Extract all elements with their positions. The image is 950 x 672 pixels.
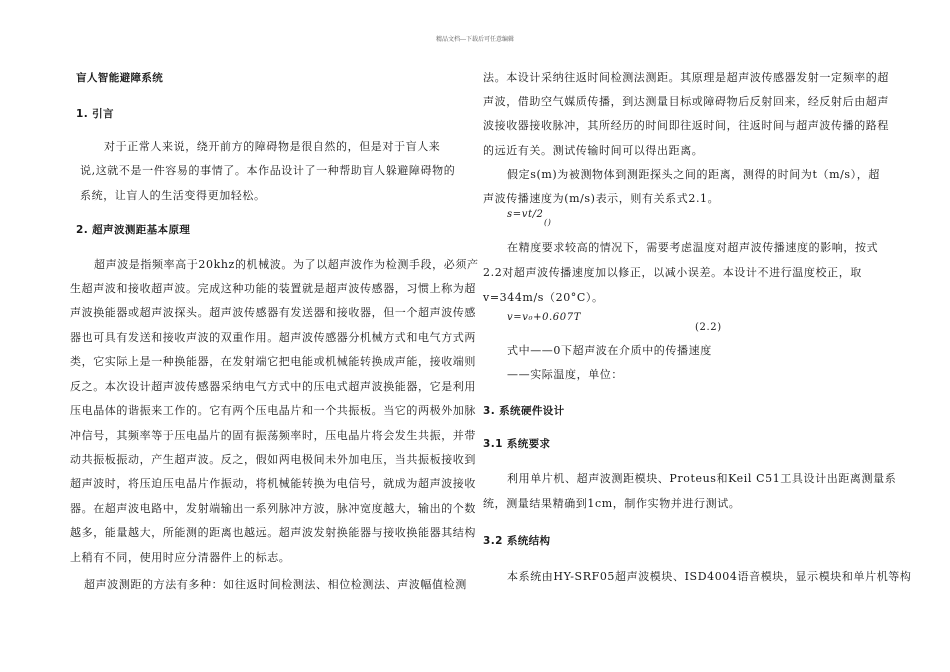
paragraph-line: 生超声波和接收超声波。完成这种功能的装置就是超声波传感器，习惯上称为超 [70,282,476,295]
equation-2-1: s=vt/2 [507,209,544,220]
subsection-heading-system-requirements: 3.1 系统要求 [483,438,551,450]
paragraph-line: 声波，借助空气媒质传播，到达测量目标或障碍物后反射回来，经反射后由超声 [483,95,889,108]
paragraph-line: 利用单片机、超声波测距模块、Proteus和Keil C51工具设计出距离测量系 [507,472,897,485]
page-header: 精品文档---下载后可任意编辑 [435,36,515,43]
paragraph-line: 在精度要求较高的情况下，需要考虑温度对超声波传播速度的影响，按式 [507,241,879,254]
paragraph-line: 反之。本次设计超声波传感器采纳电气方式中的压电式超声波换能器，它是利用 [70,380,476,393]
paragraph-line: 2.2对超声波传播速度加以修正，以减小误差。本设计不进行温度校正，取 [483,266,862,279]
paragraph-line: 本系统由HY-SRF05超声波模块、ISD4004语音模块，显示模块和单片机等构 [507,570,912,583]
equation-2-1-number: () [544,218,552,227]
paragraph-line: 波接收器接收脉冲，其所经历的时间即往返时间，往返时间与超声波传播的路程 [483,119,889,132]
paragraph-line: 假定s(m)为被测物体到测距探头之间的距离，测得的时间为t（m/s），超 [507,168,880,181]
section-heading-hardware-design: 3. 系统硬件设计 [483,405,565,417]
paragraph-line: 器也可具有发送和接收声波的双重作用。超声波传感器分机械方式和电气方式两 [70,331,476,344]
paragraph-line: 的远近有关。测试传输时间可以得出距离。 [483,144,704,157]
paragraph-line: 压电晶体的谐振来工作的。它有两个压电晶片和一个共振板。当它的两极外加脉 [70,404,476,417]
section-heading-ultrasonic-principle: 2. 超声波测距基本原理 [76,224,191,236]
paragraph-line: 声波换能器或超声波探头。超声波传感器有发送器和接收器，但一个超声波传感 [70,306,476,319]
document-title: 盲人智能避障系统 [76,72,164,84]
paragraph-line: 越多，能量越大，所能测的距离也越远。超声波发射换能器与接收换能器其结构 [70,526,476,539]
paragraph-line: 声波传播速度为(m/s)表示，则有关系式2.1。 [483,192,720,205]
paragraph-line: v=344m/s（20°C）。 [483,291,604,304]
paragraph-line: 超声波测距的方法有多种：如往返时间检测法、相位检测法、声波幅值检测 [84,578,467,591]
paragraph-line: 动共振板振动，产生超声波。反之，假如两电极间未外加电压，当共振板接收到 [70,453,476,466]
paragraph-line: 对于正常人来说，绕开前方的障碍物是很自然的，但是对于盲人来 [104,140,441,153]
section-heading-introduction: 1. 引言 [76,108,114,120]
paragraph-line: 类，它实际上是一种换能器，在发射端它把电能或机械能转换成声能，接收端则 [70,355,476,368]
equation-2-2: v=v₀+0.607T [507,312,581,323]
paragraph-line: 系统，让盲人的生活变得更加轻松。 [80,189,266,202]
paragraph-line: 超声波时，将压迫压电晶片作振动，将机械能转换为电信号，就成为超声波接收 [70,477,476,490]
paragraph-line: 统，测量结果精确到1cm，制作实物并进行测试。 [483,497,741,510]
paragraph-line: 器。在超声波电路中，发射端输出一系列脉冲方波，脉冲宽度越大，输出的个数 [70,502,476,515]
paragraph-line: 上稍有不同，使用时应分清器件上的标志。 [70,551,291,564]
paragraph-line: 说,这就不是一件容易的事情了。本作品设计了一种帮助盲人躲避障碍物的 [80,164,456,177]
paragraph-line: 冲信号，其频率等于压电晶片的固有振荡频率时，压电晶片将会发生共振，并带 [70,429,476,442]
paragraph-line: 法。本设计采纳往返时间检测法测距。其原理是超声波传感器发射一定频率的超 [483,71,889,84]
subsection-heading-system-structure: 3.2 系统结构 [483,535,551,547]
paragraph-line: 式中——0下超声波在介质中的传播速度 [507,344,712,357]
equation-2-2-number: (2.2) [695,322,722,333]
paragraph-line: ——实际温度，单位： [507,368,623,381]
paragraph-line: 超声波是指频率高于20khz的机械波。为了以超声波作为检测手段，必须产 [94,258,479,271]
